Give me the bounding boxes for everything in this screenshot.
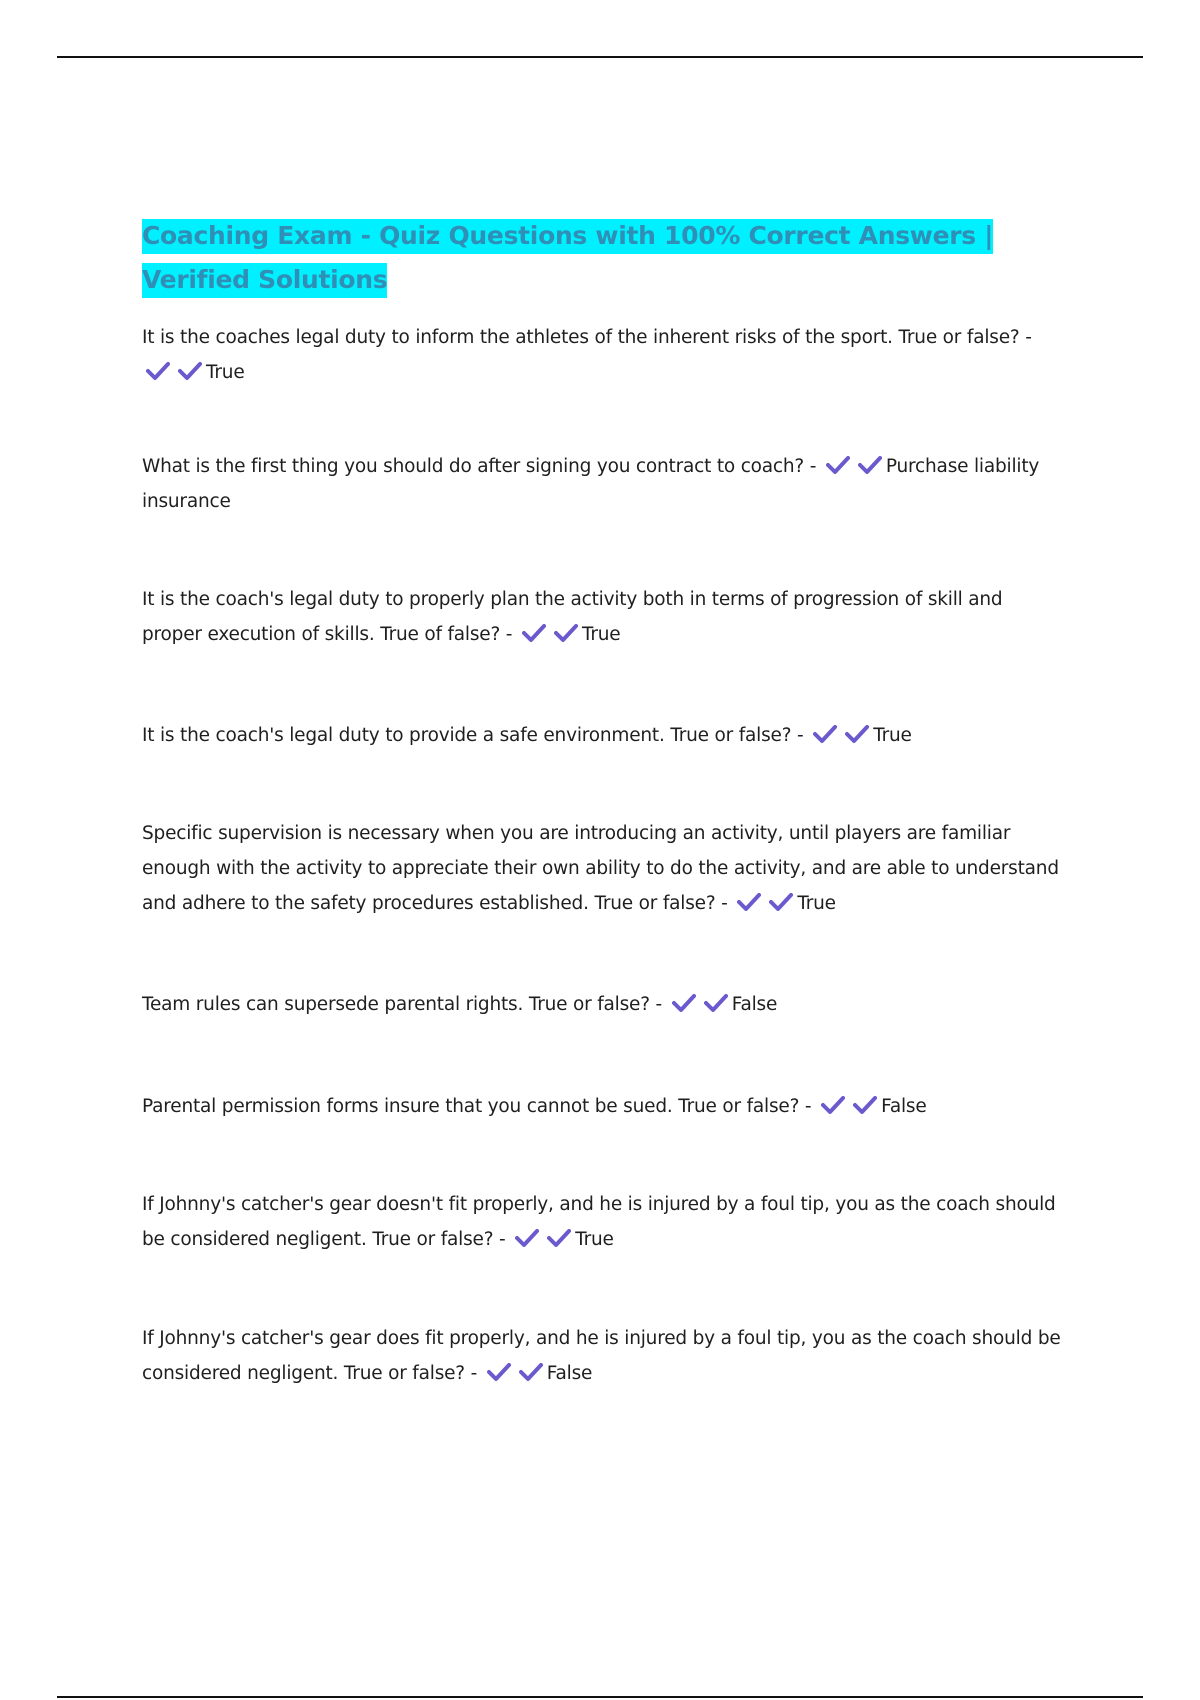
document-title bbox=[142, 214, 1062, 302]
answer-text: False bbox=[881, 1096, 927, 1117]
separator: - bbox=[505, 624, 513, 645]
question-text: If Johnny's catcher's gear doesn't fit properly, and he is injured by a foul tip, you as the coach should be considered negligent. True or false? bbox=[142, 1194, 1056, 1250]
qa-item bbox=[142, 582, 1062, 652]
checkmark-icon bbox=[769, 892, 793, 912]
answer-text: False bbox=[731, 994, 778, 1015]
separator: - bbox=[804, 1096, 812, 1117]
question-text: Parental permission forms insure that you cannot be sued. True or false? bbox=[142, 1096, 800, 1117]
question-text: What is the first thing you should do after signing you contract to coach? bbox=[142, 456, 805, 477]
checkmark-icon bbox=[515, 1228, 539, 1248]
question-text: If Johnny's catcher's gear does fit properly, and he is injured by a foul tip, you as the coach should be considered negligent. True or false? bbox=[142, 1328, 1061, 1384]
separator: - bbox=[1025, 327, 1032, 348]
checkmark-icon bbox=[547, 1228, 571, 1248]
checkmark-icon bbox=[821, 1095, 845, 1115]
separator: - bbox=[470, 1363, 478, 1384]
checkmark-icon bbox=[845, 724, 869, 744]
answer-text: Purchase liability insurance bbox=[142, 456, 1040, 512]
checkmark-icon bbox=[522, 623, 546, 643]
checkmark-icon bbox=[487, 1362, 511, 1382]
question-text: Specific supervision is necessary when you are introducing an activity, until players are familiar enough with the activity to appreciate their own ability to do the activity, and are able to understand and adhere to the safety procedures established. True or false? bbox=[142, 823, 1059, 914]
checkmark-icon bbox=[826, 455, 850, 475]
question-text: It is the coach's legal duty to provide a safe environment. True or false? bbox=[142, 725, 792, 746]
qa-item bbox=[142, 1187, 1062, 1257]
checkmark-icon bbox=[672, 993, 696, 1013]
top-rule bbox=[57, 56, 1143, 58]
qa-item bbox=[142, 718, 1062, 753]
page-content bbox=[142, 214, 1062, 1391]
question-text: It is the coach's legal duty to properly plan the activity both in terms of progression of skill and proper execution of skills. True of false? bbox=[142, 589, 1003, 645]
answer-text: True bbox=[575, 1229, 614, 1250]
answer-text: False bbox=[546, 1363, 593, 1384]
checkmark-icon bbox=[813, 724, 837, 744]
checkmark-icon bbox=[704, 993, 728, 1013]
checkmark-icon bbox=[737, 892, 761, 912]
qa-item bbox=[142, 1089, 1062, 1124]
qa-item bbox=[142, 320, 1062, 390]
checkmark-icon bbox=[146, 361, 170, 381]
checkmark-icon bbox=[178, 361, 202, 381]
question-text: It is the coaches legal duty to inform the athletes of the inherent risks of the sport. True or false? bbox=[142, 327, 1020, 348]
checkmark-icon bbox=[853, 1095, 877, 1115]
checkmark-icon bbox=[858, 455, 882, 475]
separator: - bbox=[721, 893, 728, 914]
answer-text: True bbox=[797, 893, 836, 914]
qa-item bbox=[142, 987, 1062, 1022]
separator: - bbox=[655, 994, 663, 1015]
qa-item bbox=[142, 816, 1062, 921]
separator: - bbox=[809, 456, 817, 477]
qa-item bbox=[142, 1321, 1062, 1391]
bottom-rule bbox=[57, 1696, 1143, 1698]
separator: - bbox=[499, 1229, 506, 1250]
separator: - bbox=[797, 725, 804, 746]
document-title-text: Coaching Exam - Quiz Questions with 100% Correct Answers | Verified Solutions bbox=[142, 219, 993, 298]
answer-text: True bbox=[206, 362, 245, 383]
checkmark-icon bbox=[519, 1362, 543, 1382]
qa-item bbox=[142, 449, 1062, 519]
answer-text: True bbox=[581, 624, 621, 645]
checkmark-icon bbox=[554, 623, 578, 643]
answer-text: True bbox=[873, 725, 912, 746]
question-text: Team rules can supersede parental rights. True or false? bbox=[142, 994, 650, 1015]
